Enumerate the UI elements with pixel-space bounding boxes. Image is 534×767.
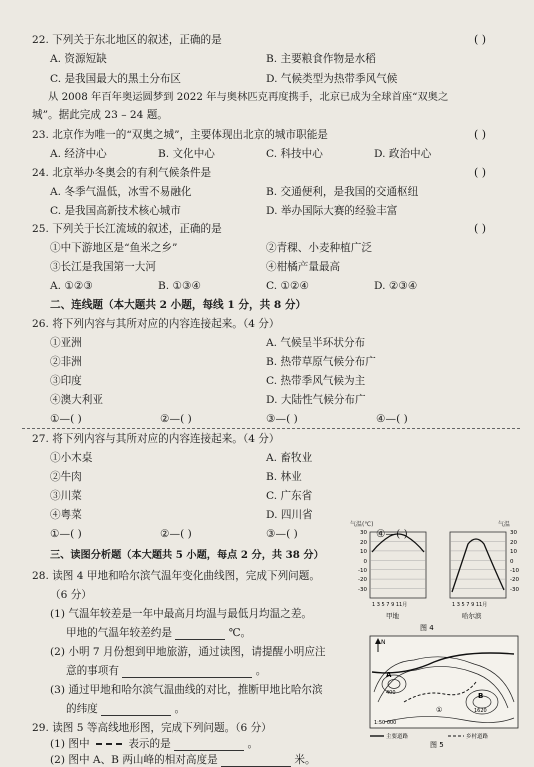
q22-stem: 22. 下列关于东北地区的叙述，正确的是 <box>32 34 222 46</box>
chart-harbin <box>450 520 519 620</box>
north-label: N <box>381 639 386 646</box>
peak-a-elevation: 400 <box>386 690 396 696</box>
harbin-y-tick-2: 20 <box>510 540 517 546</box>
jia-y-tick-3: 10 <box>360 549 367 555</box>
section3-heading: 三、读图分析题（本大题共 5 小题，每点 2 分，共 38 分） <box>50 549 324 561</box>
q25-statement-2: ②青稞、小麦种植广泛 <box>266 242 372 254</box>
jia-gridlines <box>370 541 426 588</box>
peak-b-elevation: 1620 <box>474 708 487 714</box>
q22-answer-paren[interactable]: ( ) <box>474 33 487 46</box>
q28-score: （6 分） <box>50 589 92 601</box>
q28-part1-line1: (1) 气温年较差是一年中最高月均温与最低月均温之差。 <box>50 608 313 620</box>
q22-option-a: A. 资源短缺 <box>50 53 107 65</box>
q28-part3-line1: (3) 通过甲地和哈尔滨气温曲线的对比，推断甲地比哈尔滨 <box>50 684 323 696</box>
harbin-y-tick-6: -20 <box>510 577 519 583</box>
jia-y-tick-5: -10 <box>358 568 367 574</box>
q23-answer-paren[interactable]: ( ) <box>474 128 487 141</box>
q26-answer-2[interactable]: ②—( ) <box>160 413 192 425</box>
q26-right-4: D. 大陆性气候分布广 <box>266 394 366 406</box>
q28-part2-blank[interactable] <box>122 667 252 678</box>
q28-part1-prefix: 甲地的气温年较差约是 <box>66 627 172 639</box>
harbin-y-tick-5: -10 <box>510 568 519 574</box>
q27-answer-4[interactable]: ④—( ) <box>376 528 408 540</box>
q26-left-3: ③印度 <box>50 375 82 387</box>
harbin-y-tick-4: 0 <box>510 559 514 565</box>
q29-part1-blank[interactable] <box>174 740 244 751</box>
olympics-intro-line1: 从 2008 年百年奥运圆梦到 2022 年与奥林匹克再度携手，北京已成为全球首座“双奥之 <box>48 91 449 103</box>
q28-part2-line1: (2) 小明 7 月份想到甲地旅游，通过读图，请提醒小明应注 <box>50 646 326 658</box>
q27-right-4: D. 四川省 <box>266 509 313 521</box>
harbin-y-tick-1: 30 <box>510 530 517 536</box>
jia-y-tick-1: 30 <box>360 530 367 536</box>
q25-option-b: B. ①③④ <box>158 280 202 292</box>
q26-right-1: A. 气候呈半环状分布 <box>266 337 366 349</box>
q28-part1-suffix: ℃。 <box>228 627 252 639</box>
q23-option-d: D. 政治中心 <box>374 148 432 160</box>
q22-option-c: C. 是我国最大的黑土分布区 <box>50 73 181 85</box>
q28-part2-line2 <box>66 664 266 678</box>
q28-part3-suffix: 。 <box>174 703 186 715</box>
q29-part1-mid: 表示的是 <box>128 738 171 750</box>
q25-statement-1: ①中下游地区是“鱼米之乡” <box>50 242 178 254</box>
q27-right-1: A. 畜牧业 <box>266 452 313 464</box>
jia-y-tick-4: 0 <box>363 559 367 565</box>
figure4-temperature-charts <box>350 518 530 632</box>
jia-plot-frame <box>370 532 426 598</box>
divider <box>22 428 520 429</box>
q27-answer-1[interactable]: ①—( ) <box>50 528 82 540</box>
section2-heading: 二、连线题（本大题共 2 小题，每线 1 分，共 8 分） <box>50 299 307 311</box>
q28-stem: 28. 读图 4 甲地和哈尔滨气温年变化曲线图，完成下列问题。 <box>32 570 320 582</box>
q24-option-c: C. 是我国高新技术核心城市 <box>50 205 181 217</box>
q29-stem: 29. 读图 5 等高线地形图，完成下列问题。（6 分） <box>32 722 272 734</box>
q29-part2-blank[interactable] <box>221 756 291 767</box>
q22-option-b: B. 主要粮食作物是水稻 <box>266 53 376 65</box>
q25-answer-paren[interactable]: ( ) <box>474 222 487 235</box>
chart-jia <box>350 520 426 620</box>
jia-y-unit: 气温(℃) <box>350 521 374 528</box>
q26-left-2: ②非洲 <box>50 356 82 368</box>
figure5-contour-map <box>364 632 524 748</box>
q26-left-4: ④澳大利亚 <box>50 394 103 406</box>
q27-right-3: C. 广东省 <box>266 490 313 502</box>
map-frame <box>370 636 518 728</box>
q27-answer-2[interactable]: ②—( ) <box>160 528 192 540</box>
q29-part2 <box>50 753 316 767</box>
q28-part1-line2 <box>66 626 251 640</box>
q27-left-4: ④粤菜 <box>50 509 82 521</box>
harbin-gridlines <box>450 541 506 588</box>
q27-left-2: ②牛肉 <box>50 471 82 483</box>
map-legend <box>370 732 489 740</box>
q28-part3-line2 <box>66 702 185 716</box>
q27-left-3: ③川菜 <box>50 490 82 502</box>
harbin-y-unit: 气温 <box>498 521 511 528</box>
q26-answer-1[interactable]: ①—( ) <box>50 413 82 425</box>
q23-option-b: B. 文化中心 <box>158 148 215 160</box>
q23-option-c: C. 科技中心 <box>266 148 323 160</box>
jia-y-tick-2: 20 <box>360 540 367 546</box>
q28-part1-blank[interactable] <box>175 629 225 640</box>
peak-a-label: A <box>386 671 392 679</box>
q29-part2-suffix: 米。 <box>294 754 316 766</box>
q24-option-d: D. 举办国际大赛的经验丰富 <box>266 205 398 217</box>
q25-statement-3: ③长江是我国第一大河 <box>50 261 156 273</box>
q25-stem: 25. 下列关于长江流域的叙述，正确的是 <box>32 223 222 235</box>
q25-statement-4: ④柑橘产量最高 <box>266 261 341 273</box>
q22-option-d: D. 气候类型为热带季风气候 <box>266 73 398 85</box>
harbin-plot-frame <box>450 532 506 598</box>
q25-option-c: C. ①②④ <box>266 280 309 292</box>
harbin-x-ticks: 1 3 5 7 9 11月 <box>452 602 488 608</box>
dashed-road-symbol <box>96 743 122 745</box>
figure4-caption: 图 4 <box>420 624 434 632</box>
q26-stem: 26. 将下列内容与其所对应的内容连接起来。（4 分） <box>32 318 280 330</box>
harbin-y-tick-7: -30 <box>510 587 519 593</box>
q27-answer-3[interactable]: ③—( ) <box>266 528 298 540</box>
q26-answer-3[interactable]: ③—( ) <box>266 413 298 425</box>
q27-right-2: B. 林业 <box>266 471 302 483</box>
q23-option-a: A. 经济中心 <box>50 148 107 160</box>
map-scale: 1:50 000 <box>374 720 397 726</box>
q23-stem: 23. 北京作为唯一的“双奥之城”，主要体现出北京的城市职能是 <box>32 129 328 141</box>
q24-stem: 24. 北京举办冬奥会的有利气候条件是 <box>32 167 212 179</box>
q24-answer-paren[interactable]: ( ) <box>474 166 487 179</box>
peak-b-label: B <box>478 692 484 700</box>
jia-label: 甲地 <box>386 612 399 620</box>
jia-temperature-curve <box>372 534 424 552</box>
harbin-label: 哈尔滨 <box>462 612 482 620</box>
harbin-temperature-curve <box>452 539 504 592</box>
q26-right-2: B. 热带草原气候分布广 <box>266 356 376 368</box>
q24-option-b: B. 交通便利，是我国的交通枢纽 <box>266 186 419 198</box>
spot-1-label: ① <box>436 706 443 714</box>
q29-part2-prefix: (2) 图中 A、B 两山峰的相对高度是 <box>50 754 218 766</box>
q25-option-a: A. ①②③ <box>50 280 93 292</box>
jia-y-tick-6: -20 <box>358 577 367 583</box>
q29-part1-prefix: (1) 图中 <box>50 738 90 750</box>
legend-main-road: 主要道路 <box>386 734 409 740</box>
q26-right-3: C. 热带季风气候为主 <box>266 375 366 387</box>
harbin-y-tick-3: 10 <box>510 549 517 555</box>
q28-part3-prefix: 的纬度 <box>66 703 98 715</box>
q29-part1-suffix: 。 <box>247 738 259 750</box>
q26-left-1: ①亚洲 <box>50 337 82 349</box>
q28-part2-prefix: 意的事项有 <box>66 665 119 677</box>
jia-y-tick-7: -30 <box>358 587 367 593</box>
q26-answer-4[interactable]: ④—( ) <box>376 413 408 425</box>
q29-part1 <box>50 737 258 751</box>
figure5-caption: 图 5 <box>430 741 444 748</box>
olympics-intro-line2: 城”。据此完成 23 – 24 题。 <box>32 109 168 121</box>
jia-x-ticks: 1 3 5 7 9 11月 <box>372 602 408 608</box>
q27-left-1: ①小木桌 <box>50 452 93 464</box>
q28-part3-blank[interactable] <box>101 705 171 716</box>
legend-rural-road: 乡村道路 <box>466 734 489 740</box>
q24-option-a: A. 冬季气温低，冰雪不易融化 <box>50 186 192 198</box>
q28-part2-suffix: 。 <box>255 665 267 677</box>
q27-stem: 27. 将下列内容与其所对应的内容连接起来。（4 分） <box>32 433 280 445</box>
q25-option-d: D. ②③④ <box>374 280 418 292</box>
